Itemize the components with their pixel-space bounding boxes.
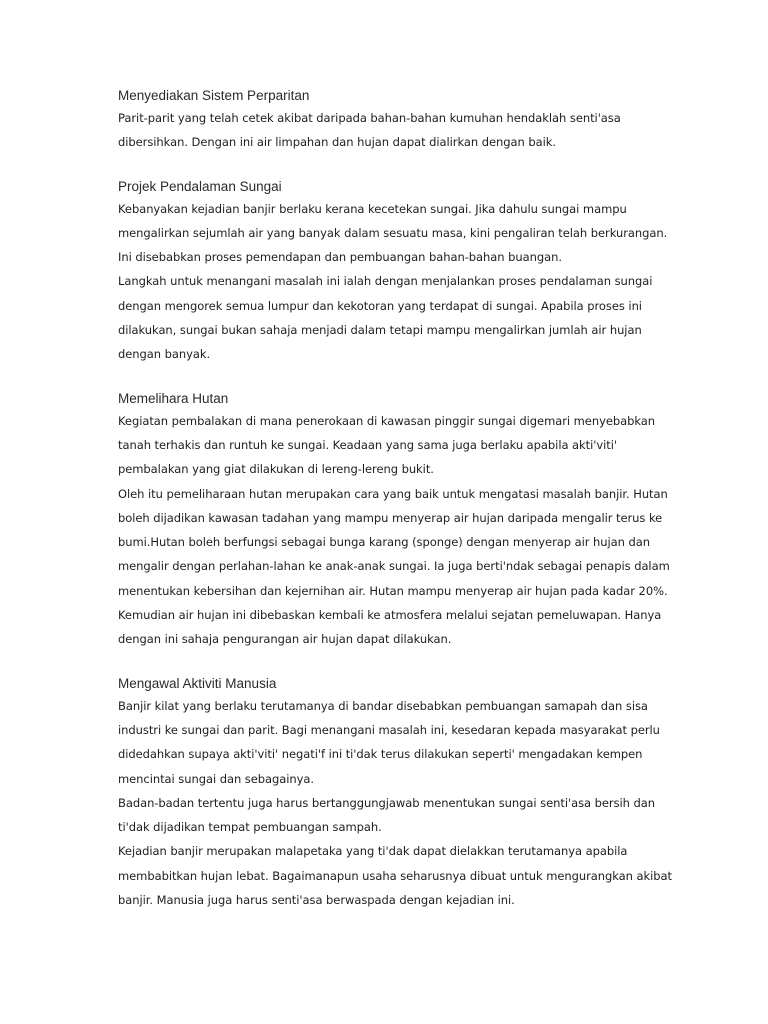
paragraph-line: dengan banyak. xyxy=(118,347,211,362)
paragraph-line: mencintai sungai dan sebagainya. xyxy=(118,771,314,786)
paragraph-line: banjir. Manusia juga harus senti'asa berwaspada dengan kejadian ini. xyxy=(118,893,515,908)
paragraph-line: mengalir dengan perlahan-lahan ke anak-anak sungai. Ia juga berti'ndak sebagai penapis dalam xyxy=(118,559,670,574)
section-heading: Projek Pendalaman Sungai xyxy=(118,178,282,194)
paragraph-line: Langkah untuk menangani masalah ini ialah dengan menjalankan proses pendalaman sungai xyxy=(118,274,653,289)
paragraph-line: Oleh itu pemeliharaan hutan merupakan cara yang baik untuk mengatasi masalah banjir. Hutan xyxy=(118,486,668,501)
paragraph-line: Kegiatan pembalakan di mana penerokaan di kawasan pinggir sungai digemari menyebabkan xyxy=(118,413,655,428)
paragraph-line: Parit-parit yang telah cetek akibat daripada bahan-bahan kumuhan hendaklah senti'asa xyxy=(118,111,621,125)
section-heading: Menyediakan Sistem Perparitan xyxy=(118,88,310,103)
paragraph-line: didedahkan supaya akti'viti' negati'f ini ti'dak terus dilakukan seperti' mengadakan kempen xyxy=(118,747,643,762)
paragraph-line: Kebanyakan kejadian banjir berlaku kerana kecetekan sungai. Jika dahulu sungai mampu xyxy=(118,201,627,216)
paragraph-line: Badan-badan tertentu juga harus bertanggungjawab menentukan sungai senti'asa bersih dan xyxy=(118,795,655,810)
paragraph-line: Ini disebabkan proses pemendapan dan pembuangan bahan-bahan buangan. xyxy=(118,250,562,265)
paragraph-line: bumi.Hutan boleh berfungsi sebagai bunga karang (sponge) dengan menyerap air hujan dan xyxy=(118,535,650,550)
section-mengawal-aktiviti-manusia xyxy=(118,674,678,913)
section-pendalaman-sungai xyxy=(118,177,678,367)
paragraph-line: ti'dak dijadikan tempat pembuangan sampah. xyxy=(118,820,382,835)
paragraph-line: dibersihkan. Dengan ini air limpahan dan hujan dapat dialirkan dengan baik. xyxy=(118,135,556,150)
section-heading: Memelihara Hutan xyxy=(118,390,229,406)
section-sistem-perparitan xyxy=(118,86,678,155)
section-memelihara-hutan xyxy=(118,389,678,652)
paragraph-line: dengan mengorek semua lumpur dan kekotoran yang terdapat di sungai. Apabila proses ini xyxy=(118,298,642,313)
paragraph-line: boleh dijadikan kawasan tadahan yang mampu menyerap air hujan daripada mengalir terus ke xyxy=(118,510,663,525)
paragraph-line: mengalirkan sejumlah air yang banyak dalam sesuatu masa, kini pengaliran telah berkurangan. xyxy=(118,225,668,240)
paragraph-line: Kejadian banjir merupakan malapetaka yang ti'dak dapat dielakkan terutamanya apabila xyxy=(118,844,628,859)
paragraph-line: dengan ini sahaja pengurangan air hujan dapat dilakukan. xyxy=(118,632,452,647)
section-heading: Mengawal Aktiviti Manusia xyxy=(118,675,277,691)
paragraph-line: membabitkan hujan lebat. Bagaimanapun usaha seharusnya dibuat untuk mengurangkan akibat xyxy=(118,868,672,883)
paragraph-line: pembalakan yang giat dilakukan di lereng-lereng bukit. xyxy=(118,462,434,477)
paragraph-line: industri ke sungai dan parit. Bagi menangani masalah ini, kesedaran kepada masyarakat perlu xyxy=(118,722,660,737)
paragraph-line: tanah terhakis dan runtuh ke sungai. Keadaan yang sama juga berlaku apabila akti'viti' xyxy=(118,437,618,452)
document-body xyxy=(118,86,678,912)
paragraph-line: menentukan kebersihan dan kejernihan air. Hutan mampu menyerap air hujan pada kadar 20%. xyxy=(118,583,668,598)
paragraph-line: dilakukan, sungai bukan sahaja menjadi dalam tetapi mampu mengalirkan jumlah air hujan xyxy=(118,323,642,338)
paragraph-line: Kemudian air hujan ini dibebaskan kembali ke atmosfera melalui sejatan pemeluwapan. Hanya xyxy=(118,608,662,623)
paragraph-line: Banjir kilat yang berlaku terutamanya di bandar disebabkan pembuangan samapah dan sisa xyxy=(118,698,648,713)
